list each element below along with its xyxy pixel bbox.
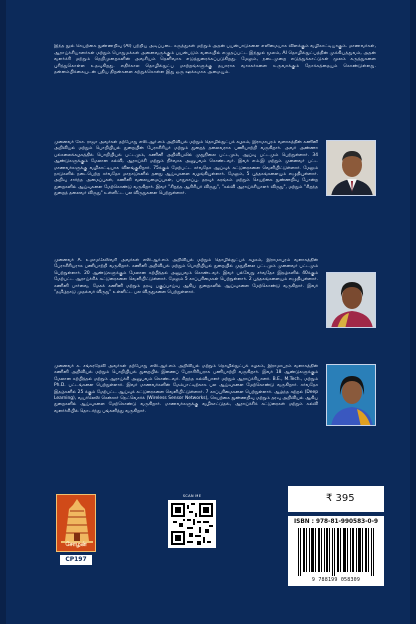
author-photo-3 bbox=[326, 364, 376, 426]
qr-code[interactable] bbox=[168, 500, 216, 548]
publisher-logo bbox=[56, 494, 96, 552]
qr-code-icon bbox=[171, 503, 213, 545]
author-section-1 bbox=[54, 140, 376, 250]
price-label: ₹ 395 bbox=[288, 486, 384, 512]
author-portrait-female-icon bbox=[327, 365, 376, 426]
scan-me-label: SCAN ME bbox=[182, 494, 202, 498]
author-section-3 bbox=[54, 364, 376, 474]
author-photo-1 bbox=[326, 140, 376, 196]
author-bio-2: முனைவர் A. உமாமகேஸ்வரி அவர்கள் எஸ்.ஆர்.எம் அறிவியல் மற்றும் தொழில்நுட்பக் கழகம், இராமாபுரம் வளாகத்தின் பேராசிரியராக பணியாற்றி வருகிறார். கணினி அறிவியல் மற்றும் பொறியியல் துறையில் முதுநிலை பட்டமும் முனைவர் பட்டமும் பெற்றுள்ளார். 20 ஆண்டுகளுக்கும் மேலான கற்பித்தல் அனுபவம் கொண்டவர். இவர் பல்வேறு சர்வதேச இதழ்களில் 40க்கும் மேற்பட்ட ஆராய்ச்சிக் கட்டுரைகளை வெளியிட்டுள்ளார். மேலும் 5 காப்புரிமைகள் பெற்றுள்ளார். 2 புத்தகங்களையும் எழுதியுள்ளார். கணினி பார்வை, மேகக் கணினி மற்றும் தரவு பகுப்பாய்வு ஆகிய துறைகளில் ஆய்வுகளை மேற்கொண்டு வருகிறார். இவர் "தமிழ்நாடு முதல்வர் விருது" உள்ளிட்ட பல விருதுகளை பெற்றுள்ளார். bbox=[54, 258, 318, 296]
publisher-block bbox=[56, 494, 96, 564]
qr-block bbox=[164, 494, 220, 548]
barcode-icon bbox=[296, 528, 376, 576]
publication-code: CP197 bbox=[60, 555, 92, 565]
barcode-digits: 9 788199 058309 bbox=[311, 577, 361, 583]
author-bio-3: முனைவர் க. சங்கரதேவி அவர்கள் தற்போது எஸ்.ஆர்.எம் அறிவியல் மற்றும் தொழில்நுட்பக் கழகம், இராமாபுரம் வளாகத்தின் கணினி அறிவியல் மற்றும் பொறியியல் துறையில் இணைப் பேராசிரியராக பணியாற்றி வருகிறார். இவர் 18 ஆண்டுகளுக்கும் மேலான கற்பித்தல் மற்றும் ஆராய்ச்சி அனுபவம் கொண்டவர். சிறந்த கல்வியாளர் மற்றும் ஆராய்ச்சியாளர். B.E., M.Tech., மற்றும் Ph.D. பட்டங்களை பெற்றுள்ளார். இவர் மாணவர்களின் மேம்பாட்டிற்காக பல ஆய்வுகளை மேற்கொண்டு வருகிறார். சர்வதேச இதழ்களில் 25 க்கும் மேற்பட்ட ஆய்வுக் கட்டுரைகளை வெளியிட்டுள்ளார். 7 காப்புரிமைகளை பெற்றுள்ளார். ஆழ்ந்த கற்றல் (Deep Learning), வயர்லெஸ் சென்சார் நெட்வொர்க் (Wireless Sensor Networks), செயற்கை நுண்ணறிவு மற்றும் தரவு அறிவியல் ஆகிய துறைகளில் ஆய்வுகளை மேற்கொண்டு வருகிறார். மாணவர்களுக்கு வழிகாட்டுதல், ஆராய்ச்சிக் கட்டுரைகள் மற்றும் கல்வி வளர்ச்சியில் தொடர்ந்து பங்களித்து வருகிறார். bbox=[54, 364, 318, 414]
publisher-name: சோழன் bbox=[65, 541, 87, 548]
isbn-block bbox=[288, 516, 384, 586]
isbn-number: ISBN : 978-81-990583-0-9 bbox=[294, 519, 379, 525]
author-bio-1: முனைவர் கோ. ராஜா அவர்கள் தற்போது எஸ்.ஆர்.எம் அறிவியல் மற்றும் தொழில்நுட்பக் கழகம், இராமாபுரம் வளாகத்தின் கணினி அறிவியல் மற்றும் பொறியியல் துறையின் பேராசிரியர் மற்றும் துறைத் தலைவராக பணியாற்றி வருகிறார். அவர் அண்ணா பல்கலைக்கழகத்தில் பொறியியல் பட்டமும், கணினி அறிவியலில் முதுநிலை பட்டமும், ஆய்வு பட்டமும் பெற்றுள்ளார். 34 ஆண்டுகளுக்கும் மேலான கல்வி, ஆராய்ச்சி மற்றும் நிர்வாக அனுபவம் கொண்டவர். இவர் எம்.இ மற்றும் முனைவர் பட்ட மாணவர்களுக்கு வழிகாட்டியாக விளங்குகிறார். 75க்கும் மேற்பட்ட சர்வதேச ஆய்வுக் கட்டுரைகளை வெளியிட்டுள்ளார். மேலும் நாடுகளில் நடைபெற்ற சர்வதேச மாநாடுகளில் தனது ஆய்வுகளை வழங்கியுள்ளார். மேலும், 5 புத்தகங்களையும் எழுதியுள்ளார். அறிவு சார்ந்த அமைப்புகள், கணினி வலையமைப்புகள், பாதுகாப்பு, தரவுச் சுரங்கம் மற்றும் செயற்கை நுண்ணறிவு போன்ற துறைகளில் ஆய்வுகளை மேற்கொண்டு வருகிறார். இவர் "சிறந்த ஆசிரியர் விருது", "கல்வி ஆராய்ச்சியாளர் விருது", மற்றும் "சிறந்த துறைத் தலைவர் விருது" உள்ளிட்ட பல விருதுகளை பெற்றுள்ளார். bbox=[54, 140, 318, 197]
back-cover-footer bbox=[12, 486, 404, 606]
author-photo-2 bbox=[326, 272, 376, 328]
author-portrait-female-icon bbox=[327, 273, 376, 328]
book-description: இந்த நூல் செயற்கை நுண்ணறிவு (AI) பற்றிய அடிப்படை கருத்துகள் மற்றும் அதன் பயன்பாடுகளை எளிமையாக விளக்கும் வழிகாட்டியாகும். மாணவர்கள், ஆராய்ச்சியாளர்கள் மற்றும் பொதுமக்கள் அனைவருக்கும் பயன்படும் வகையில் எழுதப்பட்ட இந்நூல் மூலம், AI தொழில்நுட்பத்தின் முக்கியத்துவம், அதன் வளர்ச்சி மற்றும் நெறிமுறைகளின் அவசியம் தெளிவாக எடுத்துரைக்கப்படுகிறது. மேலும், நடைமுறை எடுத்துக்காட்டுகள் மூலம் கருத்துகளை புரிந்துகொள்ள உதவுகிறது. எதிர்கால தொழில்நுட்ப மாற்றங்களுக்கு தயாராக வாசகர்களை உருவாக்கும் நோக்கத்தையும் கொண்டுள்ளது. தன்னம்பிக்கையுடன் புதிய திறன்களை கற்றுக்கொள்ள இது ஒரு ஊக்கமாக அமையும். bbox=[54, 44, 376, 76]
author-section-2 bbox=[54, 258, 376, 358]
author-portrait-male-icon bbox=[327, 141, 376, 196]
